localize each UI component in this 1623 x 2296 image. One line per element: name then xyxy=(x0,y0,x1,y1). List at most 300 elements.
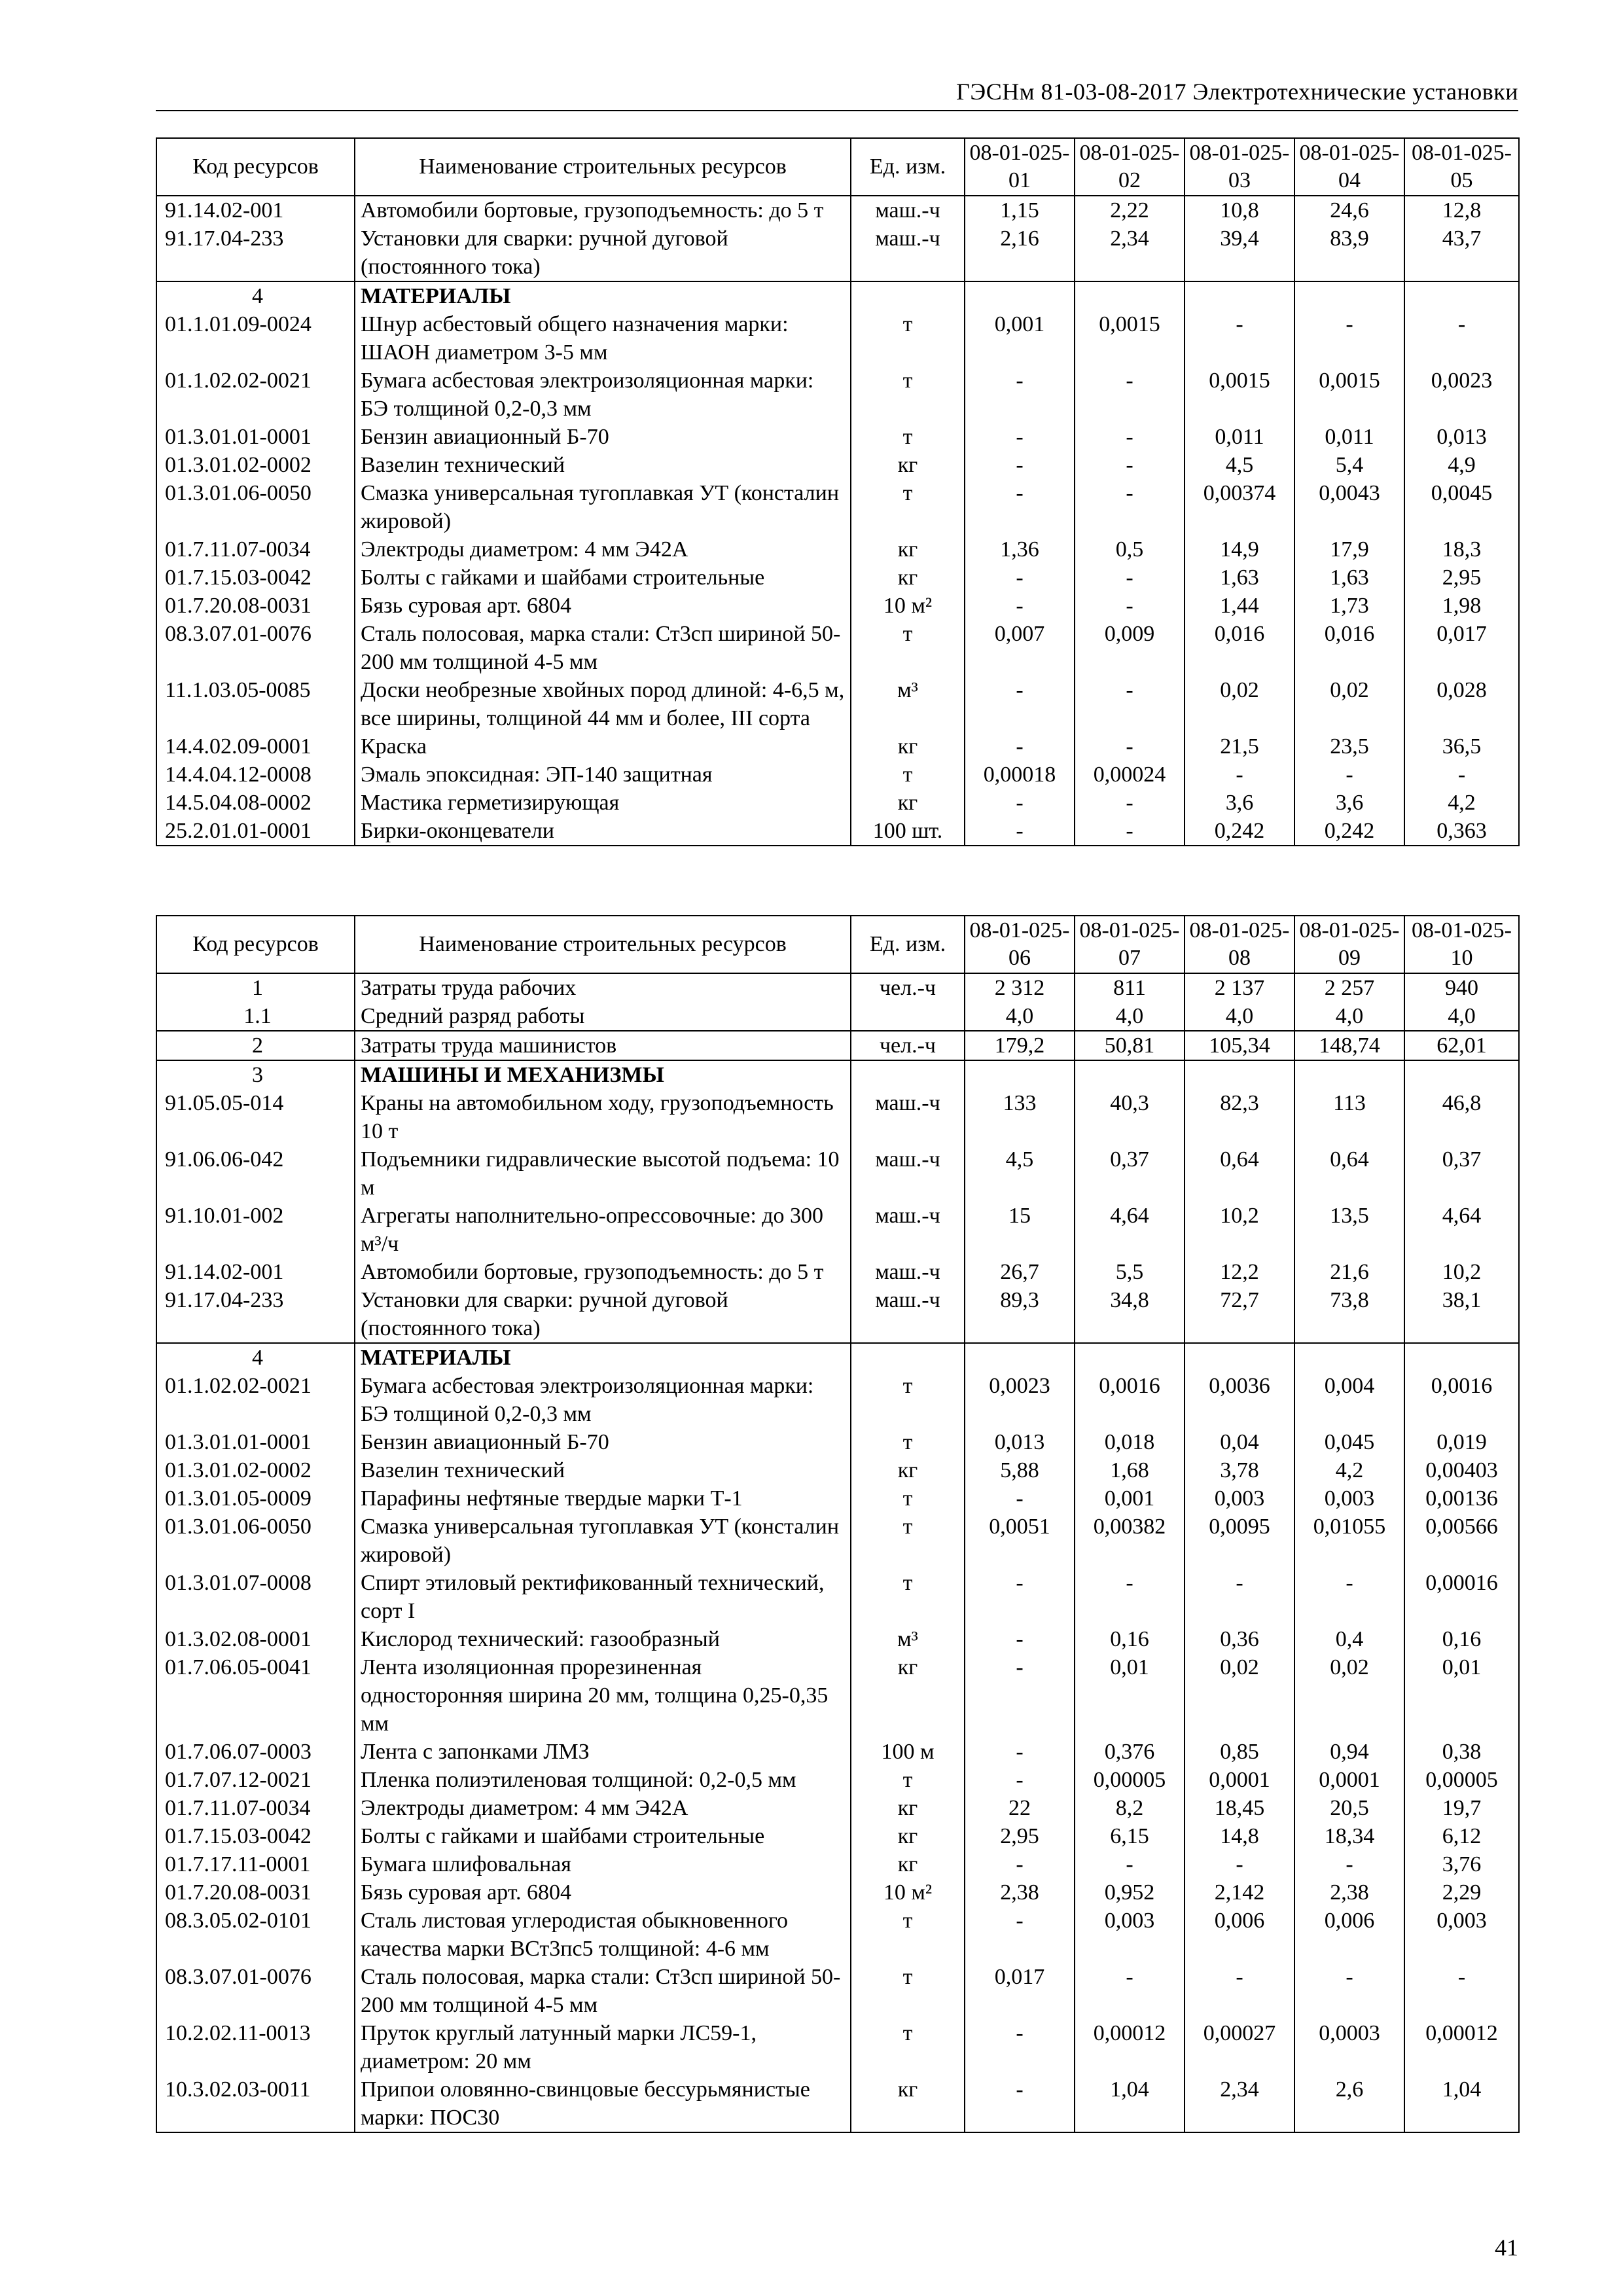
resource-name: Установки для сварки: ручной дуговой (постоянного тока) xyxy=(355,1286,851,1343)
norm-value: 4,0 xyxy=(1404,1002,1519,1031)
norm-value: 0,013 xyxy=(1404,423,1519,451)
resource-code: 14.5.04.08-0002 xyxy=(156,789,355,817)
norm-value: 0,019 xyxy=(1404,1428,1519,1456)
norm-value: 0,013 xyxy=(965,1428,1075,1456)
norm-value: 6,15 xyxy=(1075,1822,1185,1850)
table-row xyxy=(156,1878,1519,1907)
norm-value: 0,00012 xyxy=(1075,2019,1185,2075)
norm-value: 2 312 xyxy=(965,973,1075,1002)
norm-value: 2,38 xyxy=(1294,1878,1404,1907)
norm-value: 0,007 xyxy=(965,620,1075,676)
resource-code: 01.3.02.08-0001 xyxy=(156,1625,355,1653)
resource-code: 01.7.17.11-0001 xyxy=(156,1850,355,1878)
resource-name: Смазка универсальная тугоплавкая УТ (консталин жировой) xyxy=(355,479,851,535)
norm-value: 0,004 xyxy=(1294,1372,1404,1428)
norm-value: - xyxy=(965,817,1075,846)
norm-value: - xyxy=(1075,1963,1185,2019)
norm-value: 2 257 xyxy=(1294,973,1404,1002)
resource-name: Смазка универсальная тугоплавкая УТ (консталин жировой) xyxy=(355,1513,851,1569)
norm-value: 0,016 xyxy=(1294,620,1404,676)
resource-unit: кг xyxy=(851,1456,965,1484)
resource-unit: кг xyxy=(851,789,965,817)
norm-value: 2,34 xyxy=(1075,224,1185,281)
resource-unit: т xyxy=(851,1513,965,1569)
norm-value: 0,16 xyxy=(1404,1625,1519,1653)
norm-value: 3,78 xyxy=(1185,1456,1294,1484)
norm-value: 1,68 xyxy=(1075,1456,1185,1484)
col-header-code: Код ресурсов xyxy=(156,916,355,973)
norm-value: 4,5 xyxy=(965,1145,1075,1202)
norm-value: - xyxy=(965,732,1075,761)
resource-name: Бензин авиационный Б-70 xyxy=(355,1428,851,1456)
norm-value: 1,98 xyxy=(1404,592,1519,620)
norm-value: 0,00136 xyxy=(1404,1484,1519,1513)
resource-code: 08.3.05.02-0101 xyxy=(156,1907,355,1963)
resource-unit: 10 м² xyxy=(851,1878,965,1907)
norm-value: 0,0003 xyxy=(1294,2019,1404,2075)
resource-name: Вазелин технический xyxy=(355,451,851,479)
table-row xyxy=(156,281,1519,310)
norm-value: 4,0 xyxy=(1294,1002,1404,1031)
resource-unit: маш.-ч xyxy=(851,1145,965,1202)
norm-value: - xyxy=(1075,367,1185,423)
norm-value: 0,0095 xyxy=(1185,1513,1294,1569)
norm-value: 2,142 xyxy=(1185,1878,1294,1907)
resource-unit: 100 шт. xyxy=(851,817,965,846)
resource-name: Автомобили бортовые, грузоподъемность: до 5 т xyxy=(355,1258,851,1286)
col-header-norm: 08-01-025-08 xyxy=(1185,916,1294,973)
table-body xyxy=(156,196,1519,846)
norm-value: 0,00012 xyxy=(1404,2019,1519,2075)
page-number: 41 xyxy=(1495,2234,1518,2261)
resource-unit xyxy=(851,281,965,310)
resource-name: Бумага асбестовая электроизоляционная марки: БЭ толщиной 0,2-0,3 мм xyxy=(355,1372,851,1428)
resource-unit: кг xyxy=(851,732,965,761)
norm-value: 82,3 xyxy=(1185,1089,1294,1145)
resource-unit: кг xyxy=(851,1822,965,1850)
resource-code: 01.7.06.05-0041 xyxy=(156,1653,355,1738)
resource-code: 01.7.07.12-0021 xyxy=(156,1766,355,1794)
norm-value: 4,0 xyxy=(1075,1002,1185,1031)
norm-value: - xyxy=(1075,592,1185,620)
resource-unit: т xyxy=(851,367,965,423)
norm-value: 0,018 xyxy=(1075,1428,1185,1456)
resource-code: 01.3.01.05-0009 xyxy=(156,1484,355,1513)
resource-name: Сталь полосовая, марка стали: Ст3сп шириной 50-200 мм толщиной 4-5 мм xyxy=(355,1963,851,2019)
resource-unit: 100 м xyxy=(851,1738,965,1766)
resource-unit: т xyxy=(851,1963,965,2019)
table-row xyxy=(156,1060,1519,1089)
norm-value: 12,2 xyxy=(1185,1258,1294,1286)
norm-value: 0,0043 xyxy=(1294,479,1404,535)
table-body xyxy=(156,973,1519,2132)
resource-code: 01.3.01.06-0050 xyxy=(156,1513,355,1569)
resource-code: 11.1.03.05-0085 xyxy=(156,676,355,732)
norm-value: 0,009 xyxy=(1075,620,1185,676)
col-header-norm: 08-01-025-10 xyxy=(1404,916,1519,973)
resource-unit: 10 м² xyxy=(851,592,965,620)
resource-code: 1.1 xyxy=(156,1002,355,1031)
norm-value: - xyxy=(965,2075,1075,2132)
norm-value: 0,00005 xyxy=(1075,1766,1185,1794)
norm-value: 0,64 xyxy=(1185,1145,1294,1202)
table-row xyxy=(156,973,1519,1002)
norm-value: 4,0 xyxy=(965,1002,1075,1031)
norm-value: 0,0016 xyxy=(1075,1372,1185,1428)
norm-value: 0,952 xyxy=(1075,1878,1185,1907)
norm-value: 43,7 xyxy=(1404,224,1519,281)
norm-value: 2,95 xyxy=(1404,564,1519,592)
norm-value: - xyxy=(1404,761,1519,789)
resource-name: Пруток круглый латунный марки ЛС59-1, диаметром: 20 мм xyxy=(355,2019,851,2075)
norm-value: 811 xyxy=(1075,973,1185,1002)
norm-value: 4,0 xyxy=(1185,1002,1294,1031)
norm-value: 0,045 xyxy=(1294,1428,1404,1456)
norm-value: 14,9 xyxy=(1185,535,1294,564)
norm-value: 18,34 xyxy=(1294,1822,1404,1850)
resource-code: 01.1.02.02-0021 xyxy=(156,367,355,423)
norm-value: 0,02 xyxy=(1294,676,1404,732)
resource-code: 01.3.01.02-0002 xyxy=(156,1456,355,1484)
resource-unit xyxy=(851,1060,965,1089)
norm-value: 39,4 xyxy=(1185,224,1294,281)
norm-value: 1,44 xyxy=(1185,592,1294,620)
resource-code: 91.17.04-233 xyxy=(156,1286,355,1343)
resource-name: Бязь суровая арт. 6804 xyxy=(355,1878,851,1907)
table-header-row xyxy=(156,916,1519,973)
norm-value: - xyxy=(1185,1569,1294,1625)
col-header-norm: 08-01-025-07 xyxy=(1075,916,1185,973)
norm-value: 0,001 xyxy=(1075,1484,1185,1513)
norm-value: 940 xyxy=(1404,973,1519,1002)
norm-value: - xyxy=(965,2019,1075,2075)
norm-value: 4,64 xyxy=(1404,1202,1519,1258)
norm-value: 0,003 xyxy=(1185,1484,1294,1513)
resource-unit: кг xyxy=(851,451,965,479)
table-row xyxy=(156,1850,1519,1878)
resource-name: МАШИНЫ И МЕХАНИЗМЫ xyxy=(355,1060,851,1089)
norm-value: 20,5 xyxy=(1294,1794,1404,1822)
resource-name: Парафины нефтяные твердые марки Т-1 xyxy=(355,1484,851,1513)
norm-value: 0,00018 xyxy=(965,761,1075,789)
resource-name: Агрегаты наполнительно-опрессовочные: до 300 м³/ч xyxy=(355,1202,851,1258)
norm-value: 0,017 xyxy=(965,1963,1075,2019)
norm-value: 0,003 xyxy=(1294,1484,1404,1513)
resource-name: Мастика герметизирующая xyxy=(355,789,851,817)
norm-value: 0,0016 xyxy=(1404,1372,1519,1428)
norm-value xyxy=(1404,281,1519,310)
table-row xyxy=(156,1569,1519,1625)
norm-value: 1,63 xyxy=(1294,564,1404,592)
resource-code: 10.3.02.03-0011 xyxy=(156,2075,355,2132)
table-row xyxy=(156,310,1519,367)
col-header-unit: Ед. изм. xyxy=(851,138,965,196)
resource-unit: маш.-ч xyxy=(851,1202,965,1258)
resource-unit xyxy=(851,1002,965,1031)
norm-value xyxy=(1075,1060,1185,1089)
resource-unit: маш.-ч xyxy=(851,1258,965,1286)
norm-value: 12,8 xyxy=(1404,196,1519,224)
resource-name: Краска xyxy=(355,732,851,761)
norm-value: - xyxy=(1075,564,1185,592)
table-row xyxy=(156,1907,1519,1963)
resource-code: 01.7.20.08-0031 xyxy=(156,592,355,620)
col-header-norm: 08-01-025-03 xyxy=(1185,138,1294,196)
resource-name: Шнур асбестовый общего назначения марки: ШАОН диаметром 3-5 мм xyxy=(355,310,851,367)
resource-unit: м³ xyxy=(851,676,965,732)
col-header-norm: 08-01-025-01 xyxy=(965,138,1075,196)
norm-value: 0,01 xyxy=(1404,1653,1519,1738)
norm-value: 62,01 xyxy=(1404,1031,1519,1060)
resource-unit: т xyxy=(851,1907,965,1963)
resource-unit: кг xyxy=(851,2075,965,2132)
norm-value: 2,16 xyxy=(965,224,1075,281)
resource-unit: кг xyxy=(851,564,965,592)
resource-unit: маш.-ч xyxy=(851,196,965,224)
table-row xyxy=(156,1202,1519,1258)
norm-value: - xyxy=(1185,761,1294,789)
resource-unit: т xyxy=(851,423,965,451)
resource-code: 01.7.11.07-0034 xyxy=(156,535,355,564)
resource-name: Бирки-оконцеватели xyxy=(355,817,851,846)
resource-code: 91.06.06-042 xyxy=(156,1145,355,1202)
norm-value xyxy=(1075,281,1185,310)
norm-value xyxy=(965,281,1075,310)
resource-name: Средний разряд работы xyxy=(355,1002,851,1031)
norm-value: 4,5 xyxy=(1185,451,1294,479)
norm-value: 4,2 xyxy=(1294,1456,1404,1484)
col-header-norm: 08-01-025-04 xyxy=(1294,138,1404,196)
norm-value: 10,2 xyxy=(1185,1202,1294,1258)
table-row xyxy=(156,423,1519,451)
resource-name: МАТЕРИАЛЫ xyxy=(355,1343,851,1372)
resource-unit: кг xyxy=(851,535,965,564)
norm-value: 0,363 xyxy=(1404,817,1519,846)
norm-value: 0,003 xyxy=(1075,1907,1185,1963)
resource-unit: кг xyxy=(851,1850,965,1878)
resource-name: МАТЕРИАЛЫ xyxy=(355,281,851,310)
norm-value: 14,8 xyxy=(1185,1822,1294,1850)
norm-value: 89,3 xyxy=(965,1286,1075,1343)
norm-value: 0,4 xyxy=(1294,1625,1404,1653)
norm-value: 23,5 xyxy=(1294,732,1404,761)
norm-value: 0,003 xyxy=(1404,1907,1519,1963)
norm-value: - xyxy=(965,423,1075,451)
norm-value xyxy=(1185,281,1294,310)
norm-value: 0,017 xyxy=(1404,620,1519,676)
norm-value: - xyxy=(1075,423,1185,451)
norm-value: 0,00027 xyxy=(1185,2019,1294,2075)
resource-code: 01.7.06.07-0003 xyxy=(156,1738,355,1766)
resource-unit: т xyxy=(851,1484,965,1513)
norm-value: 40,3 xyxy=(1075,1089,1185,1145)
resource-name: Автомобили бортовые, грузоподъемность: до 5 т xyxy=(355,196,851,224)
col-header-norm: 08-01-025-09 xyxy=(1294,916,1404,973)
norm-value: 0,00403 xyxy=(1404,1456,1519,1484)
resource-code: 91.14.02-001 xyxy=(156,196,355,224)
norm-value: - xyxy=(1294,310,1404,367)
resource-name: Бумага асбестовая электроизоляционная марки: БЭ толщиной 0,2-0,3 мм xyxy=(355,367,851,423)
norm-value: - xyxy=(1294,1569,1404,1625)
resource-unit: т xyxy=(851,310,965,367)
resource-name: Затраты труда машинистов xyxy=(355,1031,851,1060)
norm-value: 0,02 xyxy=(1294,1653,1404,1738)
norm-value: 0,64 xyxy=(1294,1145,1404,1202)
norm-value: 1,15 xyxy=(965,196,1075,224)
norm-value: 148,74 xyxy=(1294,1031,1404,1060)
norm-value: 0,00024 xyxy=(1075,761,1185,789)
resources-table-1 xyxy=(156,137,1520,846)
resource-unit: маш.-ч xyxy=(851,1089,965,1145)
norm-value: 2,6 xyxy=(1294,2075,1404,2132)
resource-code: 4 xyxy=(156,281,355,310)
norm-value xyxy=(1404,1343,1519,1372)
table-row xyxy=(156,1513,1519,1569)
col-header-norm: 08-01-025-06 xyxy=(965,916,1075,973)
norm-value: 5,88 xyxy=(965,1456,1075,1484)
resource-code: 08.3.07.01-0076 xyxy=(156,1963,355,2019)
norm-value: - xyxy=(965,789,1075,817)
norm-value: 10,8 xyxy=(1185,196,1294,224)
norm-value: - xyxy=(1294,761,1404,789)
resource-name: Бензин авиационный Б-70 xyxy=(355,423,851,451)
col-header-unit: Ед. изм. xyxy=(851,916,965,973)
table-row xyxy=(156,1766,1519,1794)
norm-value: - xyxy=(965,1907,1075,1963)
norm-value: 0,011 xyxy=(1294,423,1404,451)
col-header-name: Наименование строительных ресурсов xyxy=(355,916,851,973)
resource-name: Кислород технический: газообразный xyxy=(355,1625,851,1653)
resource-code: 14.4.02.09-0001 xyxy=(156,732,355,761)
resource-name: Вазелин технический xyxy=(355,1456,851,1484)
norm-value: 1,63 xyxy=(1185,564,1294,592)
norm-value: 22 xyxy=(965,1794,1075,1822)
norm-value xyxy=(1404,1060,1519,1089)
table-row xyxy=(156,1002,1519,1031)
norm-value: 15 xyxy=(965,1202,1075,1258)
norm-value: 21,6 xyxy=(1294,1258,1404,1286)
resource-name: Бумага шлифовальная xyxy=(355,1850,851,1878)
table-row xyxy=(156,1794,1519,1822)
norm-value: 0,0015 xyxy=(1294,367,1404,423)
resource-code: 10.2.02.11-0013 xyxy=(156,2019,355,2075)
resource-unit: кг xyxy=(851,1653,965,1738)
resource-code: 91.17.04-233 xyxy=(156,224,355,281)
norm-value: 0,0001 xyxy=(1294,1766,1404,1794)
norm-value: - xyxy=(1294,1963,1404,2019)
resource-unit: чел.-ч xyxy=(851,973,965,1002)
resource-unit: т xyxy=(851,620,965,676)
norm-value: 0,00566 xyxy=(1404,1513,1519,1569)
col-header-norm: 08-01-025-05 xyxy=(1404,138,1519,196)
table-row xyxy=(156,1258,1519,1286)
table-header-row xyxy=(156,138,1519,196)
norm-value: 0,02 xyxy=(1185,1653,1294,1738)
norm-value: - xyxy=(965,1850,1075,1878)
norm-value: - xyxy=(965,367,1075,423)
norm-value: 0,376 xyxy=(1075,1738,1185,1766)
page-header xyxy=(156,77,1518,111)
resource-name: Подъемники гидравлические высотой подъема: 10 м xyxy=(355,1145,851,1202)
resource-code: 01.7.15.03-0042 xyxy=(156,564,355,592)
norm-value: 2,38 xyxy=(965,1878,1075,1907)
resource-name: Спирт этиловый ректификованный технический, сорт I xyxy=(355,1569,851,1625)
norm-value: 0,006 xyxy=(1185,1907,1294,1963)
resource-unit: т xyxy=(851,1766,965,1794)
resource-name: Болты с гайками и шайбами строительные xyxy=(355,1822,851,1850)
norm-value: 2,22 xyxy=(1075,196,1185,224)
norm-value: 3,76 xyxy=(1404,1850,1519,1878)
table-row xyxy=(156,451,1519,479)
norm-value: - xyxy=(965,1569,1075,1625)
norm-value: 0,00382 xyxy=(1075,1513,1185,1569)
table-row xyxy=(156,592,1519,620)
norm-value: 18,45 xyxy=(1185,1794,1294,1822)
norm-value: - xyxy=(1075,451,1185,479)
resource-code: 91.05.05-014 xyxy=(156,1089,355,1145)
norm-value: 0,242 xyxy=(1294,817,1404,846)
table-row xyxy=(156,1031,1519,1060)
resource-code: 01.1.01.09-0024 xyxy=(156,310,355,367)
resource-unit: чел.-ч xyxy=(851,1031,965,1060)
norm-value: 0,0051 xyxy=(965,1513,1075,1569)
table-row xyxy=(156,1822,1519,1850)
norm-value: 0,5 xyxy=(1075,535,1185,564)
norm-value: 1,04 xyxy=(1404,2075,1519,2132)
norm-value xyxy=(1294,281,1404,310)
col-header-code: Код ресурсов xyxy=(156,138,355,196)
norm-value: - xyxy=(1075,479,1185,535)
norm-value: - xyxy=(1294,1850,1404,1878)
resource-code: 4 xyxy=(156,1343,355,1372)
resource-code: 01.1.02.02-0021 xyxy=(156,1372,355,1428)
norm-value: 0,36 xyxy=(1185,1625,1294,1653)
norm-value: 105,34 xyxy=(1185,1031,1294,1060)
norm-value: - xyxy=(1185,310,1294,367)
resource-code: 01.3.01.06-0050 xyxy=(156,479,355,535)
norm-value: 0,02 xyxy=(1185,676,1294,732)
norm-value: 2,95 xyxy=(965,1822,1075,1850)
norm-value xyxy=(1185,1060,1294,1089)
table-row xyxy=(156,196,1519,224)
table-row xyxy=(156,535,1519,564)
norm-value: - xyxy=(1075,789,1185,817)
norm-value: - xyxy=(965,676,1075,732)
table-row xyxy=(156,1286,1519,1343)
norm-value xyxy=(965,1343,1075,1372)
resource-name: Лента с запонками ЛМЗ xyxy=(355,1738,851,1766)
table-row xyxy=(156,1625,1519,1653)
table-row xyxy=(156,564,1519,592)
resource-unit: кг xyxy=(851,1794,965,1822)
norm-value: 1,04 xyxy=(1075,2075,1185,2132)
resource-unit: т xyxy=(851,1372,965,1428)
norm-value: 113 xyxy=(1294,1089,1404,1145)
norm-value: 0,01 xyxy=(1075,1653,1185,1738)
norm-value: 34,8 xyxy=(1075,1286,1185,1343)
norm-value: - xyxy=(1075,676,1185,732)
norm-value: - xyxy=(965,1766,1075,1794)
norm-value: 0,016 xyxy=(1185,620,1294,676)
norm-value: 1,36 xyxy=(965,535,1075,564)
resource-name: Бязь суровая арт. 6804 xyxy=(355,592,851,620)
table-row xyxy=(156,761,1519,789)
norm-value: 72,7 xyxy=(1185,1286,1294,1343)
table-row xyxy=(156,1738,1519,1766)
norm-value: 0,0036 xyxy=(1185,1372,1294,1428)
resource-unit: м³ xyxy=(851,1625,965,1653)
norm-value: 0,37 xyxy=(1075,1145,1185,1202)
